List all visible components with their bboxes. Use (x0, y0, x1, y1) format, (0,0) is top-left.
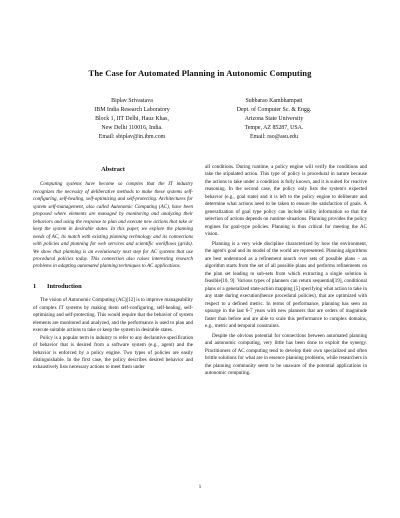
author-name: Biplav Srivastava (111, 98, 153, 104)
right-paragraph-2: Planning is a very wide discipline characterized by how the environment, the agent's goal and its model of the world are represented. Planning algorithms are best understood as a refinement search over sets of possible plans – an algorithm starts from the set of all possible plans and performs refinements on the plan set leading to sub-sets from which extracting a single solution is feasible[10, 9]. Various types of planners can return sequential[19], conditional plans or a generalized state-action mapping [5] specifying what action to take in any state during execution(hence procedural policies), that are optimized with respect to a defined metric. In terms of performance, planning has seen an upsurge in the last 6-7 years with new planners that are orders of magnitude faster than before and are able to scale this performance to complex domains, e.g., metric and temporal constraints. (205, 241, 367, 330)
author-affiliation: Dept. of Computer Sc. & Engg. (236, 107, 312, 114)
intro-paragraph-2: Policy is a popular term in industry to refer to any declarative specification of behavior that is desired from a software system (e.g., agent) and the behavior is enforced by a policy engine. Two types of policies are easily distinguishable. In the first case, the policy describes desired behavior and exhaustively lists necessary actions to meet them under (33, 334, 193, 371)
author-address-line-1: Arizona State University (244, 116, 304, 123)
section-title: Introduction (47, 282, 82, 290)
author-address-line-2: New Delhi 110016, India. (101, 125, 163, 132)
right-column (205, 164, 367, 378)
author-name: Subbarao Kambhampati (245, 98, 303, 104)
right-paragraph-3: Despite the obvious potential for connections between automated planning and autonomic computing, very little has been done to exploit the synergy. Practitioners of AC computing tend to develop their own specialized and often brittle solutions for what are in essence planning problems, while researchers in the planning community seem to be unaware of the potential applications in autonomic computing. (205, 332, 367, 377)
left-column (33, 166, 193, 372)
author-address-line-1: Block 1, IIT Delhi, Hauz Khas, (95, 116, 169, 123)
abstract (33, 181, 193, 270)
abstract-text: Computing systems have become so complex that the IT industry recognizes the necessity of deliberative methods to make these systems self-configuring, self-healing, self-optimizing and self-protecting. Architectures for system self-management, also called Autonomic Computing (AC), have been proposed where elements are managed by monitoring and analyzing their behaviors and using the response to plan and execute new actions that take or keep the system in desirable states. In this paper, we explore the planning needs of AC, its match with existing planning technology and its connections with policies and planning for web services and scientific workflows (grids). We show that planning is an evolutionary next step for AC systems that use procedural policies today. This connection also raises interesting research problems in adapting automated planning techniques to AC applications. (33, 181, 193, 270)
author-affiliation: IBM India Research Laboratory (94, 107, 170, 114)
author-block-2 (204, 97, 344, 142)
right-paragraph-1: all conditions. During runtime, a policy engine will verify the conditions and take the stipulated action. This type of policy is procedural in nature because the actions to take under a condition is fully known, and it is suited for reactive reasoning. In the second case, the policy only lists the system's expected behavior (e.g., goal state) and it is left to the policy engine to deliberate and determine what actions need to be taken to ensure the satisfaction of goals. A generalization of goal type policy can include utility information so that the selection of actions depends on runtime situations. Planning provides the policy engines for goal-type policies. Planning is thus critical for meeting the AC vision. (205, 164, 367, 238)
author-email: Email: rao@asu.edu (250, 134, 298, 141)
author-address-line-2: Tempe, AZ 85287, USA. (244, 125, 304, 132)
paper-title: The Case for Automated Planning in Autonomic Computing (88, 68, 312, 78)
section-heading-introduction (33, 283, 193, 290)
author-email: Email: sbiplav@in.ibm.com (98, 134, 166, 141)
intro-paragraph-1: The vision of Autonomic Computing (AC)[12] is to improve manageability of complex IT systems by making them self-configuring, self-healing, self-optimizing and self-protecting. This would require that the behavior of system elements are monitored and analyzed, and the performance is used to plan and execute suitable actions to take or keep the system in desirable states. (33, 297, 193, 334)
section-number: 1 (33, 282, 37, 290)
page-number: 1 (198, 484, 202, 490)
author-block-1 (62, 97, 202, 142)
abstract-heading: Abstract (101, 166, 125, 173)
